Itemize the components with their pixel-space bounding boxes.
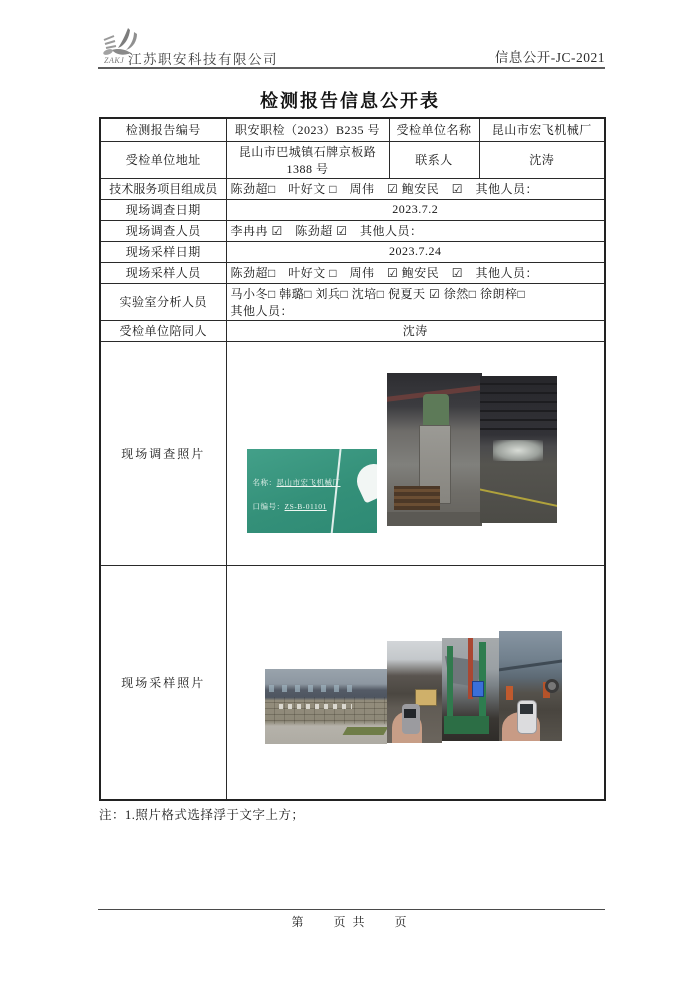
lab-staff-checkboxes [226,283,605,320]
table-row [100,178,605,199]
survey-photo-press-machine [387,373,482,526]
lab-staff-line1: 马小冬□ 韩璐□ 刘兵□ 沈培□ 倪夏天 ☑ 徐然□ 徐朗梓□ [230,286,526,301]
survey-date-value: 2023.7.2 [226,199,605,220]
table-row [100,283,605,320]
survey-photos-label: 现场调查照片 [100,341,226,565]
table-row [100,241,605,262]
sampling-photos-cell [226,565,605,800]
survey-staff-checkboxes: 李冉冉 ☑ 陈劲超 ☑ 其他人员： [226,220,605,241]
lab-staff-label: 实验室分析人员 [100,283,226,320]
survey-date-label: 现场调查日期 [100,199,226,220]
page-number: 第 页 共 页 [291,915,409,929]
team-label: 技术服务项目组成员 [100,178,226,199]
unit-addr-value: 昆山市巴城镇石牌京板路1388 号 [226,141,389,178]
sampling-date-value: 2023.7.24 [226,241,605,262]
unit-name-value: 昆山市宏飞机械厂 [479,118,605,141]
sampling-staff-checkboxes: 陈劲超□ 叶好文 □ 周伟 ☑ 鲍安民 ☑ 其他人员： [226,262,605,283]
sampling-photo-factory-entrance [265,669,387,744]
disclosure-form-table [99,117,606,801]
page-title: 检测报告信息公开表 [260,91,440,111]
sampling-photo-green-machine [442,638,499,741]
report-no-label: 检测报告编号 [100,118,226,141]
lab-staff-line2: 其他人员： [230,303,294,318]
unit-addr-label: 受检单位地址 [100,141,226,178]
table-row [100,341,605,565]
footer-divider [98,909,605,910]
contact-label: 联系人 [389,141,479,178]
survey-staff-label: 现场调查人员 [100,220,226,241]
survey-photo-factory-aisle [480,376,557,523]
survey-photo-green-sign [247,449,377,533]
table-row [100,565,605,800]
table-row [100,118,605,141]
sampling-staff-label: 现场采样人员 [100,262,226,283]
team-members-checkboxes: 陈劲超□ 叶好文 □ 周伟 ☑ 鲍安民 ☑ 其他人员： [226,178,605,199]
footnote: 注：1.照片格式选择浮于文字上方； [99,808,305,822]
sampling-date-label: 现场采样日期 [100,241,226,262]
table-row [100,141,605,178]
page-header [98,26,605,68]
unit-name-label: 受检单位名称 [389,118,479,141]
sampling-photos-label: 现场采样照片 [100,565,226,800]
sign-number-line: 口编号：ZS-B-01101 [252,501,327,511]
sampling-photo-handheld-meter-1 [387,641,442,743]
escort-value: 沈涛 [226,320,605,341]
company-name: 江苏职安科技有限公司 [128,52,278,67]
logo-text: ZAKJ [104,56,125,65]
table-row [100,262,605,283]
table-row [100,320,605,341]
doc-code: 信息公开-JC-2021 [494,50,605,65]
survey-photos-cell [226,341,605,565]
table-row [100,199,605,220]
report-no-value: 职安职检（2023）B235 号 [226,118,389,141]
sampling-photo-handheld-meter-2 [499,631,562,741]
sign-name-line: 名称：昆山市宏飞机械厂 [252,478,341,488]
contact-value: 沈涛 [479,141,605,178]
header-divider [98,67,605,69]
escort-label: 受检单位陪同人 [100,320,226,341]
table-row [100,220,605,241]
